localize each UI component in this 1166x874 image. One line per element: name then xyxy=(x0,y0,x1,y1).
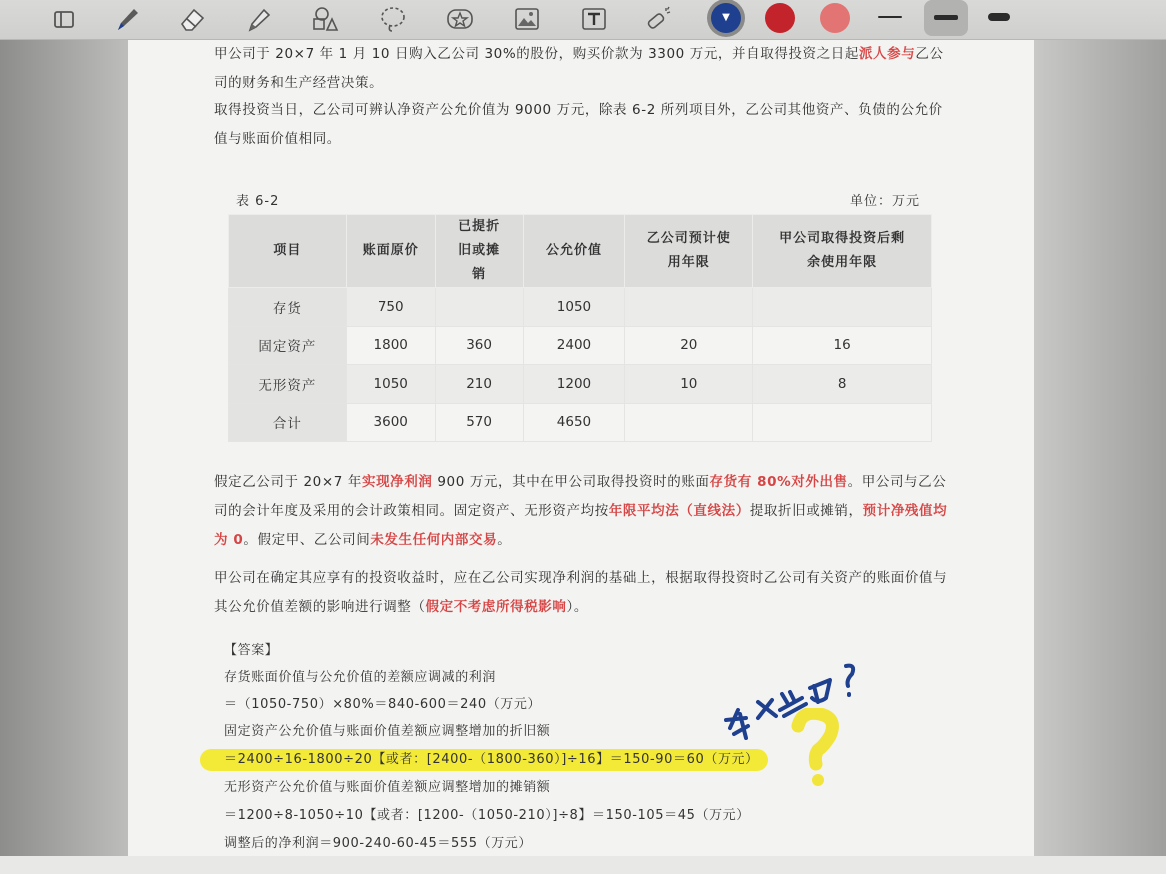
shapes-icon[interactable] xyxy=(308,2,342,36)
table-cell: 合计 xyxy=(229,403,347,442)
table-row xyxy=(229,403,932,442)
highlight-text: 未发生任何内部交易 xyxy=(370,532,498,548)
table-cell: 2400 xyxy=(523,326,625,365)
paragraph-1 xyxy=(214,40,948,98)
stroke-thick[interactable] xyxy=(988,13,1010,21)
right-margin xyxy=(1034,40,1166,860)
answer-line: 固定资产公允价值与账面价值差额应调整增加的折旧额 xyxy=(224,724,551,739)
highlight-text: 预计净残值均为 0 xyxy=(214,503,948,548)
highlighter-icon[interactable] xyxy=(242,2,276,36)
table-cell xyxy=(753,403,932,442)
answer-line: 存货账面价值与公允价值的差额应调减的利润 xyxy=(224,670,497,685)
highlight-text: 存货有 80%对外出售 xyxy=(709,474,848,490)
pen-icon[interactable] xyxy=(110,2,144,36)
paragraph-3-text: 900 万元，其中在甲公司取得投资时的账面 xyxy=(432,474,710,490)
table-cell: 360 xyxy=(435,326,523,365)
color-swatch-pink[interactable] xyxy=(820,3,850,33)
stroke-thin[interactable] xyxy=(878,16,902,18)
image-icon[interactable] xyxy=(510,2,544,36)
highlight-text: 实现净利润 xyxy=(361,474,433,490)
answer-line: ＝（1050-750）×80%＝840-600＝240（万元） xyxy=(224,697,542,712)
table-cell: 无形资产 xyxy=(229,365,347,404)
table-cell: 存货 xyxy=(229,288,347,327)
answer-line: 无形资产公允价值与账面价值差额应调整增加的摊销额 xyxy=(224,780,551,795)
table-cell: 16 xyxy=(753,326,932,365)
screen-bezel xyxy=(0,856,1166,874)
paragraph-4 xyxy=(214,564,948,622)
color-swatch-red[interactable] xyxy=(765,3,795,33)
sticker-icon[interactable] xyxy=(443,2,477,36)
table-header: 公允价值 xyxy=(523,215,625,288)
table-cell: 1050 xyxy=(523,288,625,327)
paragraph-3-text: 。甲公司与乙公司的会计年度及采用的会计政策相同。固定资产、无形资产均按 xyxy=(214,474,947,519)
paragraph-1-text: 甲公司于 20×7 年 1 月 10 日购入乙公司 30%的股份，购买价款为 3300 万元，并自取得投资之日起 xyxy=(214,46,859,62)
left-margin xyxy=(0,40,128,860)
table-cell: 1050 xyxy=(346,365,435,404)
eraser-icon[interactable] xyxy=(175,2,209,36)
table-cell xyxy=(625,403,753,442)
table-cell: 4650 xyxy=(523,403,625,442)
question-mark-icon xyxy=(788,708,848,788)
table-header-row xyxy=(229,215,932,288)
table-row xyxy=(229,288,932,327)
table-header: 甲公司取得投资后剩余使用年限 xyxy=(753,215,932,288)
paragraph-3-text: 假定乙公司于 20×7 年 xyxy=(214,474,362,490)
asset-table xyxy=(228,214,932,442)
table-cell: 10 xyxy=(625,365,753,404)
paragraph-3-text: 。假定甲、乙公司间 xyxy=(243,532,371,548)
table-cell xyxy=(753,288,932,327)
answer-line-highlighted: ＝2400÷16-1800÷20【或者：[2400-（1800-360）]÷16】＝150-90＝60（万元） xyxy=(224,752,759,767)
lasso-icon[interactable] xyxy=(376,2,410,36)
paragraph-4-text: ）。 xyxy=(566,599,588,615)
answer-title: 【答案】 xyxy=(224,643,279,658)
table-cell: 8 xyxy=(753,365,932,404)
table-row xyxy=(229,365,932,404)
table-cell: 210 xyxy=(435,365,523,404)
paragraph-3 xyxy=(214,468,948,555)
table-cell: 570 xyxy=(435,403,523,442)
table-row xyxy=(229,326,932,365)
highlight-text: 年限平均法（直线法） xyxy=(608,503,750,519)
table-header: 乙公司预计使用年限 xyxy=(625,215,753,288)
highlight-text: 假定不考虑所得税影响 xyxy=(425,599,567,615)
table-cell: 1800 xyxy=(346,326,435,365)
table-cell: 20 xyxy=(625,326,753,365)
paragraph-4-text: 甲公司在确定其应享有的投资收益时，应在乙公司实现净利润的基础上，根据取得投资时乙公司有关资产的账面价值与其公允价值差额的影响进行调整（ xyxy=(214,570,948,615)
answer-line: 调整后的净利润＝900-240-60-45＝555（万元） xyxy=(224,836,532,851)
table-cell: 固定资产 xyxy=(229,326,347,365)
paragraph-3-text: 提取折旧或摊销， xyxy=(749,503,863,519)
table-cell: 750 xyxy=(346,288,435,327)
table-header: 已提折旧或摊销 xyxy=(435,215,523,288)
color-swatch-navy[interactable] xyxy=(711,3,741,33)
table-header: 项目 xyxy=(229,215,347,288)
document-page xyxy=(128,40,1034,856)
table-cell: 1200 xyxy=(523,365,625,404)
paragraph-1-text-end: 乙公司的财务和生产经营决策。 xyxy=(214,46,944,91)
laser-pointer-icon[interactable] xyxy=(642,2,676,36)
table-cell xyxy=(435,288,523,327)
table-header: 账面原价 xyxy=(346,215,435,288)
paragraph-2: 取得投资当日，乙公司可辨认净资产公允价值为 9000 万元，除表 6-2 所列项目外，乙公司其他资产、负债的公允价值与账面价值相同。 xyxy=(214,102,943,147)
annotation-toolbar xyxy=(0,0,1166,40)
table-caption: 表 6-2 xyxy=(236,194,280,209)
text-icon[interactable] xyxy=(577,2,611,36)
highlight-text: 派人参与 xyxy=(858,46,916,62)
table-unit: 单位：万元 xyxy=(850,194,921,209)
table-cell xyxy=(625,288,753,327)
sidebar-icon[interactable] xyxy=(47,2,81,36)
chevron-down-icon: ▼ xyxy=(722,12,730,23)
stroke-medium[interactable] xyxy=(934,15,958,20)
paragraph-3-text: 。 xyxy=(497,532,512,548)
answer-line: ＝1200÷8-1050÷10【或者：[1200-（1050-210）]÷8】＝150-105＝45（万元） xyxy=(224,808,750,823)
table-cell: 3600 xyxy=(346,403,435,442)
